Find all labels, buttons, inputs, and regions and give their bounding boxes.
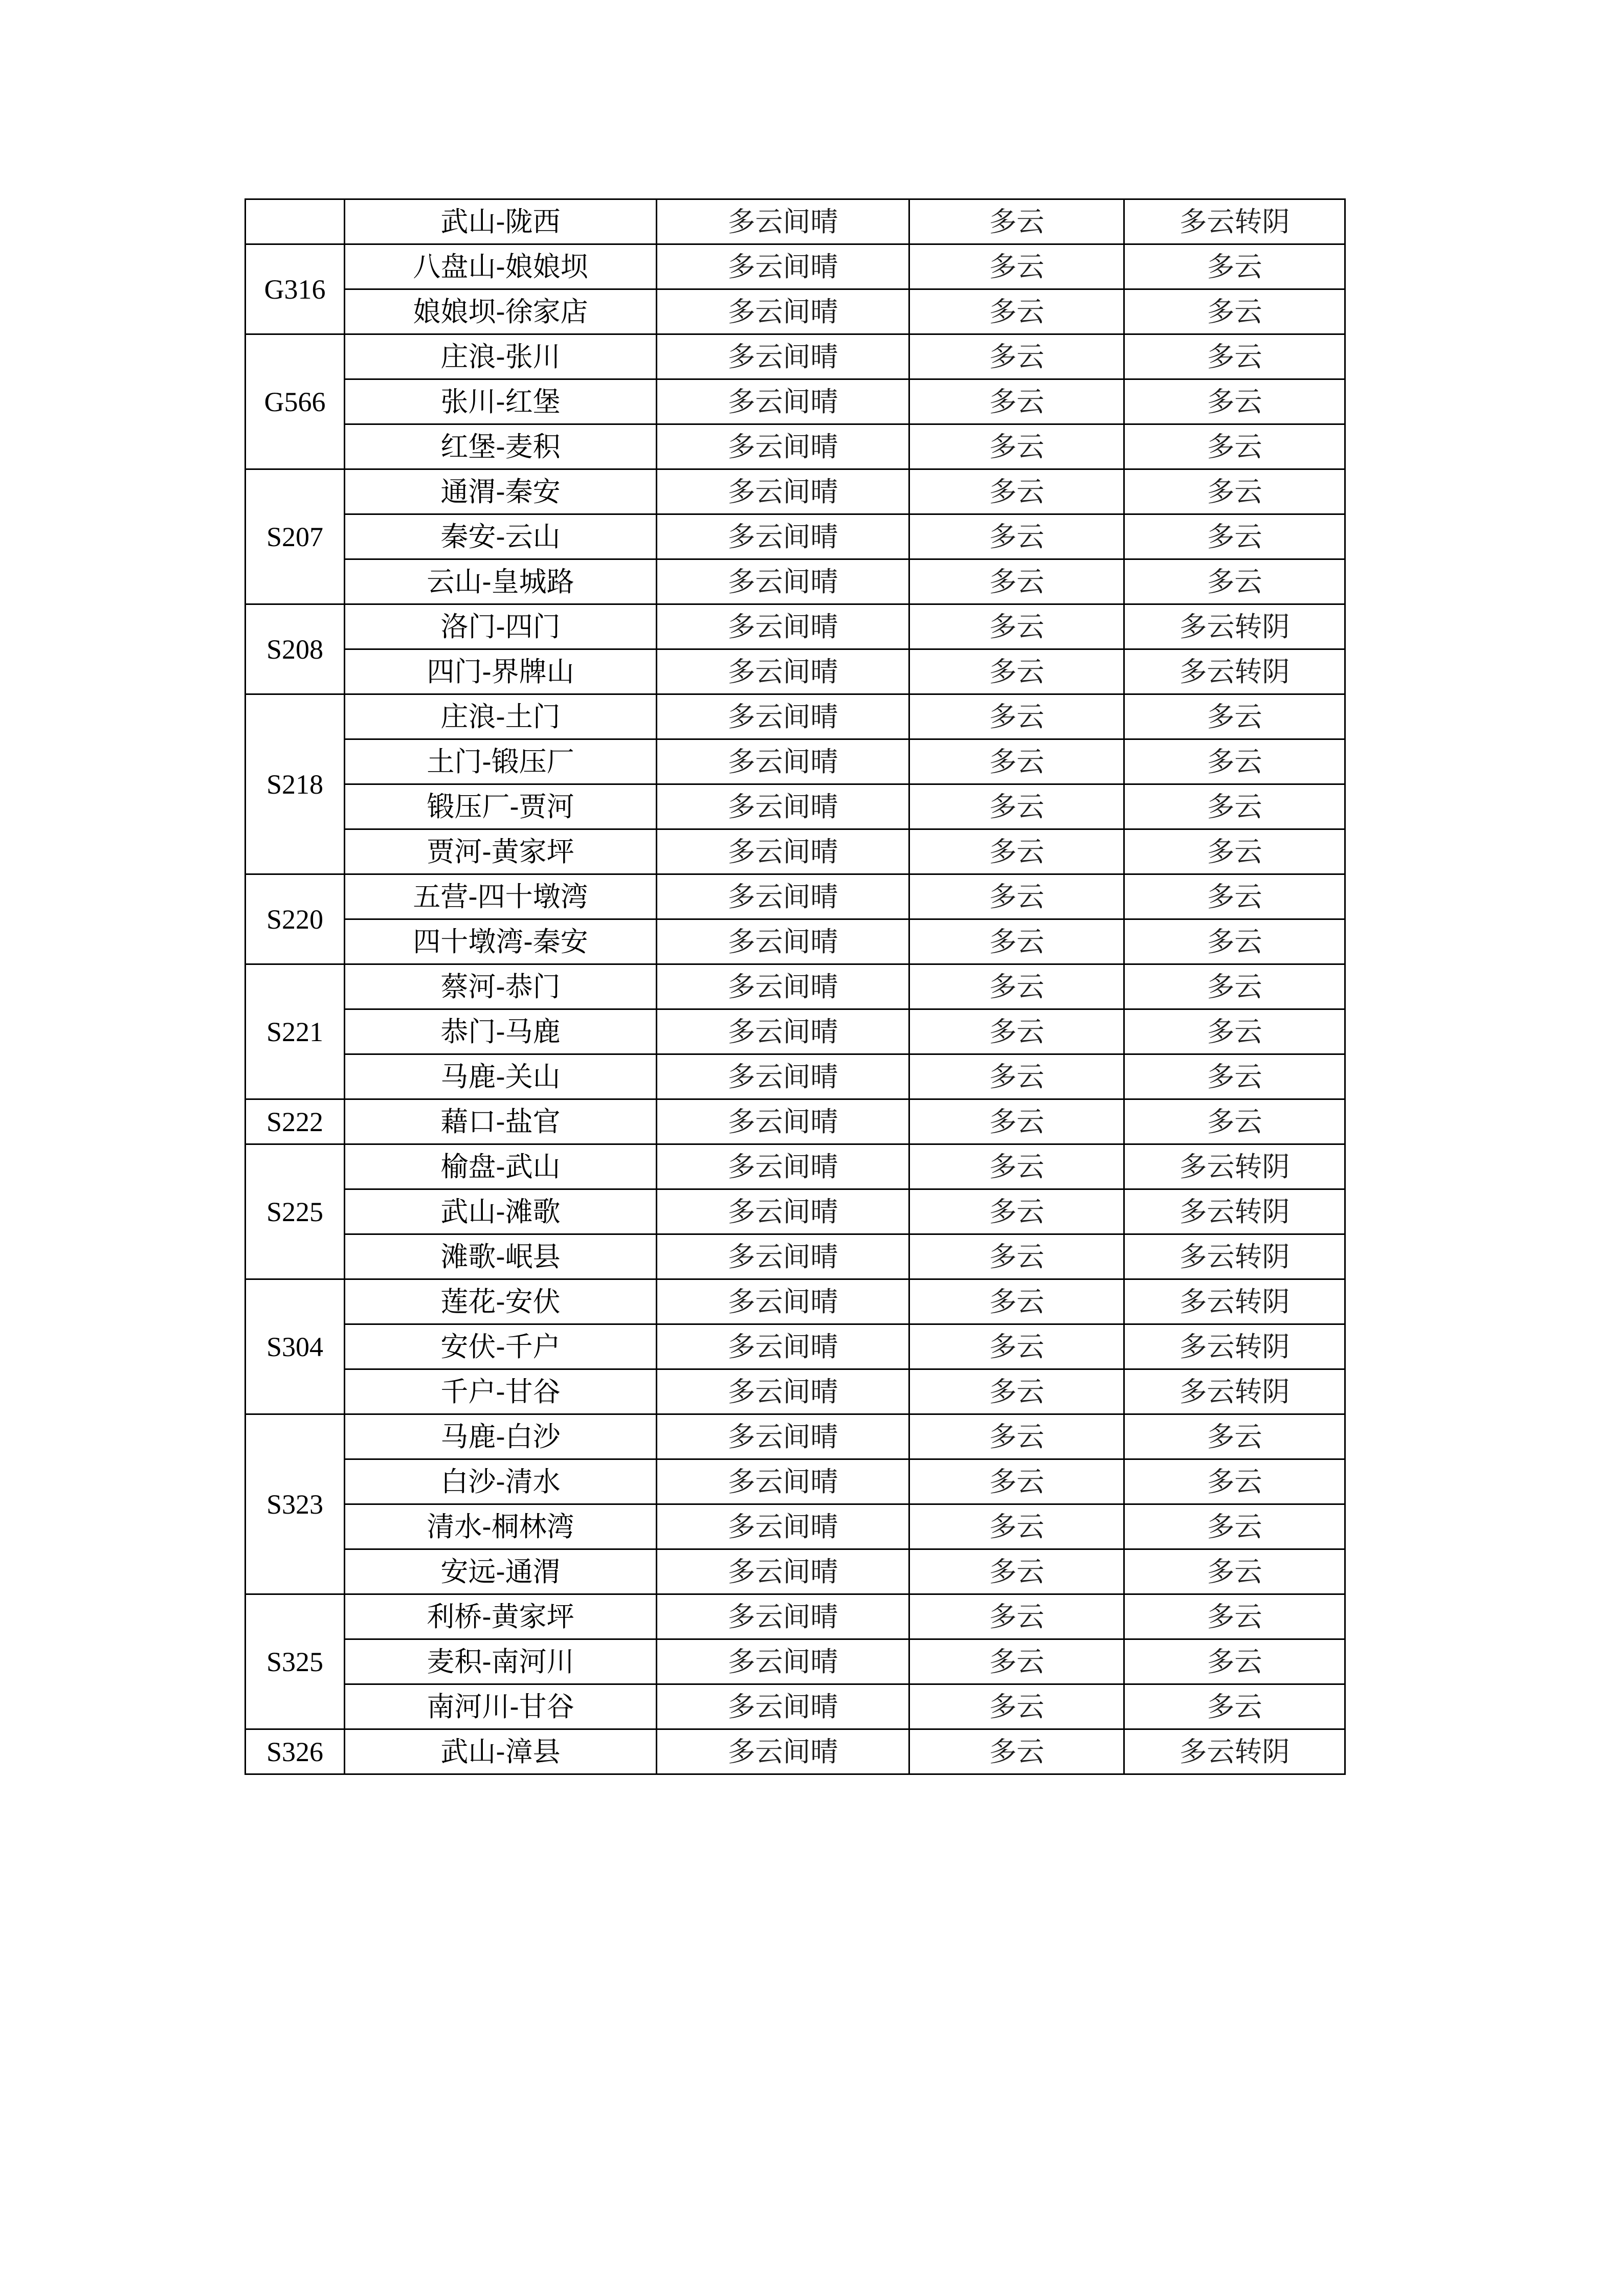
- weather-forecast-2-cell: 多云: [909, 1639, 1124, 1684]
- weather-forecast-1-cell: 多云间晴: [657, 1279, 909, 1324]
- weather-forecast-2-cell: 多云: [909, 1504, 1124, 1549]
- weather-forecast-2-cell: 多云: [909, 1279, 1124, 1324]
- road-section-cell: 八盘山-娘娘坝: [345, 244, 657, 289]
- weather-forecast-1-cell: 多云间晴: [657, 604, 909, 649]
- weather-forecast-2-cell: 多云: [909, 829, 1124, 874]
- weather-forecast-1-cell: 多云间晴: [657, 1189, 909, 1234]
- weather-forecast-1-cell: 多云间晴: [657, 514, 909, 559]
- road-section-cell: 武山-滩歌: [345, 1189, 657, 1234]
- weather-forecast-1-cell: 多云间晴: [657, 379, 909, 424]
- table-row: [246, 1279, 1345, 1324]
- weather-forecast-1-cell: 多云间晴: [657, 1729, 909, 1774]
- weather-forecast-3-cell: 多云: [1124, 289, 1345, 334]
- road-section-cell: 武山-漳县: [345, 1729, 657, 1774]
- road-section-cell: 四十墩湾-秦安: [345, 919, 657, 964]
- weather-forecast-1-cell: 多云间晴: [657, 919, 909, 964]
- weather-forecast-2-cell: 多云: [909, 244, 1124, 289]
- road-section-cell: 四门-界牌山: [345, 649, 657, 694]
- route-code-cell: S221: [246, 964, 345, 1099]
- road-section-cell: 南河川-甘谷: [345, 1684, 657, 1729]
- weather-forecast-3-cell: 多云: [1124, 1054, 1345, 1099]
- weather-forecast-3-cell: 多云转阴: [1124, 649, 1345, 694]
- table-row: [246, 1189, 1345, 1234]
- table-row: [246, 694, 1345, 739]
- weather-forecast-3-cell: 多云: [1124, 379, 1345, 424]
- weather-forecast-2-cell: 多云: [909, 1594, 1124, 1639]
- weather-forecast-3-cell: 多云: [1124, 964, 1345, 1009]
- route-code-cell: S220: [246, 874, 345, 964]
- road-section-cell: 五营-四十墩湾: [345, 874, 657, 919]
- road-section-cell: 莲花-安伏: [345, 1279, 657, 1324]
- road-section-cell: 张川-红堡: [345, 379, 657, 424]
- weather-forecast-2-cell: 多云: [909, 1234, 1124, 1279]
- weather-forecast-1-cell: 多云间晴: [657, 649, 909, 694]
- weather-forecast-3-cell: 多云: [1124, 1549, 1345, 1594]
- weather-forecast-3-cell: 多云转阴: [1124, 1279, 1345, 1324]
- table-row: [246, 784, 1345, 829]
- road-section-cell: 秦安-云山: [345, 514, 657, 559]
- table-row: [246, 1324, 1345, 1369]
- table-row: [246, 1054, 1345, 1099]
- weather-forecast-1-cell: 多云间晴: [657, 1459, 909, 1504]
- weather-forecast-2-cell: 多云: [909, 1459, 1124, 1504]
- table-row: [246, 514, 1345, 559]
- weather-forecast-3-cell: 多云转阴: [1124, 1189, 1345, 1234]
- road-section-cell: 马鹿-白沙: [345, 1414, 657, 1459]
- weather-forecast-2-cell: 多云: [909, 514, 1124, 559]
- table-row: [246, 334, 1345, 379]
- weather-forecast-2-cell: 多云: [909, 919, 1124, 964]
- weather-forecast-2-cell: 多云: [909, 649, 1124, 694]
- weather-forecast-2-cell: 多云: [909, 199, 1124, 244]
- weather-forecast-2-cell: 多云: [909, 1549, 1124, 1594]
- table-row: [246, 1009, 1345, 1054]
- weather-forecast-1-cell: 多云间晴: [657, 334, 909, 379]
- table-row: [246, 874, 1345, 919]
- weather-forecast-2-cell: 多云: [909, 379, 1124, 424]
- weather-forecast-2-cell: 多云: [909, 289, 1124, 334]
- weather-forecast-3-cell: 多云转阴: [1124, 1369, 1345, 1414]
- road-section-cell: 榆盘-武山: [345, 1144, 657, 1189]
- weather-forecast-1-cell: 多云间晴: [657, 1324, 909, 1369]
- road-weather-table-body: [246, 199, 1345, 1774]
- weather-forecast-3-cell: 多云: [1124, 244, 1345, 289]
- weather-forecast-2-cell: 多云: [909, 1009, 1124, 1054]
- weather-forecast-1-cell: 多云间晴: [657, 964, 909, 1009]
- weather-forecast-2-cell: 多云: [909, 1729, 1124, 1774]
- table-row: [246, 1594, 1345, 1639]
- weather-forecast-2-cell: 多云: [909, 424, 1124, 469]
- route-code-cell: S326: [246, 1729, 345, 1774]
- weather-forecast-2-cell: 多云: [909, 469, 1124, 514]
- road-section-cell: 蔡河-恭门: [345, 964, 657, 1009]
- road-section-cell: 恭门-马鹿: [345, 1009, 657, 1054]
- table-row: [246, 1099, 1345, 1144]
- weather-forecast-3-cell: 多云: [1124, 1009, 1345, 1054]
- route-code-cell: S207: [246, 469, 345, 604]
- weather-forecast-3-cell: 多云: [1124, 784, 1345, 829]
- weather-forecast-3-cell: 多云转阴: [1124, 1729, 1345, 1774]
- table-row: [246, 919, 1345, 964]
- weather-forecast-3-cell: 多云: [1124, 739, 1345, 784]
- road-section-cell: 千户-甘谷: [345, 1369, 657, 1414]
- road-section-cell: 通渭-秦安: [345, 469, 657, 514]
- weather-forecast-1-cell: 多云间晴: [657, 1369, 909, 1414]
- road-section-cell: 红堡-麦积: [345, 424, 657, 469]
- table-row: [246, 649, 1345, 694]
- table-row: [246, 1684, 1345, 1729]
- table-row: [246, 1459, 1345, 1504]
- table-row: [246, 829, 1345, 874]
- weather-forecast-3-cell: 多云: [1124, 559, 1345, 604]
- weather-forecast-1-cell: 多云间晴: [657, 199, 909, 244]
- route-code-cell: S208: [246, 604, 345, 694]
- route-code-cell: S304: [246, 1279, 345, 1414]
- road-section-cell: 滩歌-岷县: [345, 1234, 657, 1279]
- weather-forecast-1-cell: 多云间晴: [657, 829, 909, 874]
- weather-forecast-1-cell: 多云间晴: [657, 739, 909, 784]
- weather-forecast-2-cell: 多云: [909, 1054, 1124, 1099]
- weather-forecast-2-cell: 多云: [909, 1144, 1124, 1189]
- road-section-cell: 藉口-盐官: [345, 1099, 657, 1144]
- weather-forecast-3-cell: 多云: [1124, 1684, 1345, 1729]
- road-section-cell: 娘娘坝-徐家店: [345, 289, 657, 334]
- weather-forecast-3-cell: 多云转阴: [1124, 199, 1345, 244]
- weather-forecast-3-cell: 多云: [1124, 334, 1345, 379]
- weather-forecast-1-cell: 多云间晴: [657, 424, 909, 469]
- road-section-cell: 土门-锻压厂: [345, 739, 657, 784]
- weather-forecast-2-cell: 多云: [909, 604, 1124, 649]
- weather-forecast-2-cell: 多云: [909, 1189, 1124, 1234]
- weather-forecast-3-cell: 多云转阴: [1124, 604, 1345, 649]
- weather-forecast-3-cell: 多云: [1124, 829, 1345, 874]
- weather-forecast-2-cell: 多云: [909, 334, 1124, 379]
- weather-forecast-3-cell: 多云: [1124, 469, 1345, 514]
- road-section-cell: 马鹿-关山: [345, 1054, 657, 1099]
- route-code-cell: S325: [246, 1594, 345, 1729]
- route-code-cell: G316: [246, 244, 345, 334]
- route-code-cell: S218: [246, 694, 345, 874]
- route-code-cell: S225: [246, 1144, 345, 1279]
- weather-forecast-3-cell: 多云: [1124, 919, 1345, 964]
- weather-forecast-3-cell: 多云: [1124, 1459, 1345, 1504]
- weather-forecast-1-cell: 多云间晴: [657, 1549, 909, 1594]
- table-row: [246, 469, 1345, 514]
- table-row: [246, 199, 1345, 244]
- weather-forecast-1-cell: 多云间晴: [657, 1594, 909, 1639]
- table-row: [246, 424, 1345, 469]
- weather-forecast-3-cell: 多云: [1124, 1504, 1345, 1549]
- weather-forecast-1-cell: 多云间晴: [657, 784, 909, 829]
- table-row: [246, 964, 1345, 1009]
- road-section-cell: 白沙-清水: [345, 1459, 657, 1504]
- weather-forecast-2-cell: 多云: [909, 1324, 1124, 1369]
- weather-forecast-1-cell: 多云间晴: [657, 1099, 909, 1144]
- route-code-cell: S222: [246, 1099, 345, 1144]
- weather-forecast-2-cell: 多云: [909, 1684, 1124, 1729]
- weather-forecast-3-cell: 多云: [1124, 424, 1345, 469]
- road-weather-table: [244, 198, 1346, 1775]
- weather-forecast-2-cell: 多云: [909, 784, 1124, 829]
- table-row: [246, 1144, 1345, 1189]
- table-row: [246, 289, 1345, 334]
- weather-forecast-3-cell: 多云: [1124, 874, 1345, 919]
- weather-forecast-2-cell: 多云: [909, 739, 1124, 784]
- weather-forecast-3-cell: 多云: [1124, 1594, 1345, 1639]
- road-section-cell: 利桥-黄家坪: [345, 1594, 657, 1639]
- weather-forecast-2-cell: 多云: [909, 1414, 1124, 1459]
- weather-forecast-3-cell: 多云转阴: [1124, 1144, 1345, 1189]
- road-section-cell: 安远-通渭: [345, 1549, 657, 1594]
- weather-forecast-1-cell: 多云间晴: [657, 1144, 909, 1189]
- route-code-cell: S323: [246, 1414, 345, 1594]
- table-row: [246, 739, 1345, 784]
- road-section-cell: 安伏-千户: [345, 1324, 657, 1369]
- table-row: [246, 1729, 1345, 1774]
- table-row: [246, 1549, 1345, 1594]
- table-row: [246, 244, 1345, 289]
- weather-forecast-1-cell: 多云间晴: [657, 469, 909, 514]
- weather-forecast-1-cell: 多云间晴: [657, 1234, 909, 1279]
- weather-forecast-3-cell: 多云: [1124, 1099, 1345, 1144]
- road-section-cell: 洛门-四门: [345, 604, 657, 649]
- road-section-cell: 贾河-黄家坪: [345, 829, 657, 874]
- road-section-cell: 清水-桐林湾: [345, 1504, 657, 1549]
- weather-forecast-1-cell: 多云间晴: [657, 1639, 909, 1684]
- weather-forecast-3-cell: 多云: [1124, 514, 1345, 559]
- weather-forecast-1-cell: 多云间晴: [657, 694, 909, 739]
- weather-forecast-1-cell: 多云间晴: [657, 1009, 909, 1054]
- weather-forecast-3-cell: 多云: [1124, 1414, 1345, 1459]
- weather-forecast-3-cell: 多云: [1124, 1639, 1345, 1684]
- weather-forecast-3-cell: 多云转阴: [1124, 1234, 1345, 1279]
- weather-forecast-2-cell: 多云: [909, 694, 1124, 739]
- weather-forecast-2-cell: 多云: [909, 1369, 1124, 1414]
- table-row: [246, 604, 1345, 649]
- road-section-cell: 庄浪-张川: [345, 334, 657, 379]
- weather-forecast-1-cell: 多云间晴: [657, 1504, 909, 1549]
- road-section-cell: 麦积-南河川: [345, 1639, 657, 1684]
- table-row: [246, 379, 1345, 424]
- table-row: [246, 559, 1345, 604]
- weather-forecast-2-cell: 多云: [909, 1099, 1124, 1144]
- weather-forecast-3-cell: 多云转阴: [1124, 1324, 1345, 1369]
- weather-forecast-1-cell: 多云间晴: [657, 1414, 909, 1459]
- weather-forecast-1-cell: 多云间晴: [657, 1684, 909, 1729]
- table-row: [246, 1234, 1345, 1279]
- weather-forecast-2-cell: 多云: [909, 964, 1124, 1009]
- road-section-cell: 庄浪-土门: [345, 694, 657, 739]
- weather-forecast-1-cell: 多云间晴: [657, 1054, 909, 1099]
- table-row: [246, 1369, 1345, 1414]
- table-row: [246, 1639, 1345, 1684]
- table-row: [246, 1504, 1345, 1549]
- weather-forecast-1-cell: 多云间晴: [657, 874, 909, 919]
- weather-forecast-1-cell: 多云间晴: [657, 289, 909, 334]
- road-section-cell: 锻压厂-贾河: [345, 784, 657, 829]
- route-code-cell: G566: [246, 334, 345, 469]
- weather-forecast-2-cell: 多云: [909, 874, 1124, 919]
- road-section-cell: 云山-皇城路: [345, 559, 657, 604]
- weather-forecast-1-cell: 多云间晴: [657, 244, 909, 289]
- route-code-cell: [246, 199, 345, 244]
- weather-forecast-1-cell: 多云间晴: [657, 559, 909, 604]
- weather-forecast-3-cell: 多云: [1124, 694, 1345, 739]
- table-row: [246, 1414, 1345, 1459]
- road-section-cell: 武山-陇西: [345, 199, 657, 244]
- weather-forecast-2-cell: 多云: [909, 559, 1124, 604]
